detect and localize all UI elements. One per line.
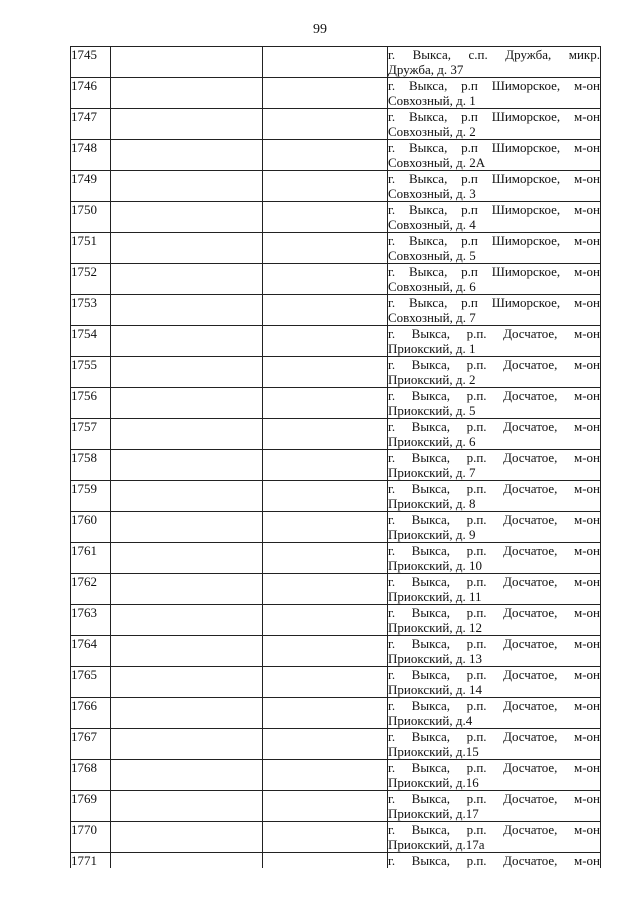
- table-row: [71, 47, 601, 78]
- address-cell: [388, 481, 601, 512]
- empty-cell-col3: [263, 450, 388, 481]
- empty-cell-col3: [263, 326, 388, 357]
- table-row: [71, 574, 601, 605]
- address-cell: [388, 419, 601, 450]
- row-number: 1748: [71, 140, 111, 171]
- empty-cell-col3: [263, 605, 388, 636]
- row-number: 1767: [71, 729, 111, 760]
- row-number: 1764: [71, 636, 111, 667]
- empty-cell-col2: [111, 543, 263, 574]
- empty-cell-col3: [263, 388, 388, 419]
- row-number: 1756: [71, 388, 111, 419]
- empty-cell-col3: [263, 357, 388, 388]
- address-line-1: г. Выкса, р.п. Досчатое, м-он: [388, 326, 600, 341]
- empty-cell-col3: [263, 78, 388, 109]
- address-line-1: г. Выкса, р.п. Досчатое, м-он: [388, 357, 600, 372]
- address-cell: [388, 574, 601, 605]
- empty-cell-col2: [111, 78, 263, 109]
- table-row: [71, 450, 601, 481]
- table-row: [71, 388, 601, 419]
- address-line-2: Приокский, д.16: [388, 775, 479, 790]
- empty-cell-col2: [111, 419, 263, 450]
- empty-cell-col2: [111, 791, 263, 822]
- address-line-1: г. Выкса, р.п. Досчатое, м-он: [388, 791, 600, 806]
- address-cell: [388, 729, 601, 760]
- address-cell: [388, 140, 601, 171]
- empty-cell-col2: [111, 512, 263, 543]
- address-line-2: Приокский, д. 13: [388, 651, 482, 666]
- table-row: [71, 605, 601, 636]
- empty-cell-col3: [263, 295, 388, 326]
- address-cell: [388, 698, 601, 729]
- empty-cell-col3: [263, 47, 388, 78]
- address-line-2: Совхозный, д. 3: [388, 186, 476, 201]
- address-line-1: г. Выкса, р.п Шиморское, м-он: [388, 78, 600, 93]
- address-line-2: Приокский, д. 1: [388, 341, 476, 356]
- row-number: 1746: [71, 78, 111, 109]
- row-number: 1749: [71, 171, 111, 202]
- empty-cell-col3: [263, 512, 388, 543]
- table-row: [71, 636, 601, 667]
- empty-cell-col3: [263, 698, 388, 729]
- address-cell: [388, 109, 601, 140]
- address-cell: [388, 822, 601, 853]
- address-cell: [388, 667, 601, 698]
- table-row: [71, 760, 601, 791]
- table-row: [71, 357, 601, 388]
- address-line-1: г. Выкса, р.п Шиморское, м-он: [388, 295, 600, 310]
- address-line-2: Приокский, д. 14: [388, 682, 482, 697]
- table-row: [71, 171, 601, 202]
- address-line-1: г. Выкса, р.п Шиморское, м-он: [388, 109, 600, 124]
- table-row: [71, 295, 601, 326]
- address-cell: [388, 47, 601, 78]
- address-line-2: Приокский, д. 5: [388, 403, 476, 418]
- row-number: 1755: [71, 357, 111, 388]
- empty-cell-col3: [263, 233, 388, 264]
- table-row: [71, 481, 601, 512]
- empty-cell-col2: [111, 388, 263, 419]
- empty-cell-col3: [263, 202, 388, 233]
- row-number: 1752: [71, 264, 111, 295]
- row-number: 1766: [71, 698, 111, 729]
- table-row: [71, 667, 601, 698]
- empty-cell-col3: [263, 822, 388, 853]
- empty-cell-col3: [263, 481, 388, 512]
- address-cell: [388, 357, 601, 388]
- address-cell: [388, 264, 601, 295]
- address-cell: [388, 171, 601, 202]
- empty-cell-col3: [263, 543, 388, 574]
- address-cell: [388, 636, 601, 667]
- address-cell: [388, 295, 601, 326]
- address-line-2: Приокский, д. 7: [388, 465, 476, 480]
- empty-cell-col2: [111, 698, 263, 729]
- empty-cell-col2: [111, 357, 263, 388]
- address-cell: [388, 853, 601, 869]
- empty-cell-col3: [263, 760, 388, 791]
- page-number: 99: [313, 22, 327, 37]
- row-number: 1768: [71, 760, 111, 791]
- address-line-2: Приокский, д. 10: [388, 558, 482, 573]
- empty-cell-col2: [111, 636, 263, 667]
- address-line-2: Совхозный, д. 2: [388, 124, 476, 139]
- address-line-2: Совхозный, д. 6: [388, 279, 476, 294]
- empty-cell-col3: [263, 729, 388, 760]
- address-line-2: Совхозный, д. 7: [388, 310, 476, 325]
- empty-cell-col2: [111, 295, 263, 326]
- table-row: [71, 853, 601, 869]
- address-line-2: Приокский, д. 9: [388, 527, 476, 542]
- table-row: [71, 791, 601, 822]
- row-number: 1769: [71, 791, 111, 822]
- row-number: 1754: [71, 326, 111, 357]
- address-line-1: г. Выкса, р.п. Досчатое, м-он: [388, 760, 600, 775]
- address-cell: [388, 326, 601, 357]
- address-line-1: г. Выкса, р.п. Досчатое, м-он: [388, 388, 600, 403]
- address-cell: [388, 791, 601, 822]
- table-row: [71, 698, 601, 729]
- address-line-2: Приокский, д. 11: [388, 589, 482, 604]
- empty-cell-col2: [111, 481, 263, 512]
- empty-cell-col3: [263, 140, 388, 171]
- address-line-1: г. Выкса, р.п Шиморское, м-он: [388, 202, 600, 217]
- address-line-1: г. Выкса, р.п. Досчатое, м-он: [388, 605, 600, 620]
- empty-cell-col2: [111, 853, 263, 869]
- address-cell: [388, 543, 601, 574]
- empty-cell-col2: [111, 140, 263, 171]
- table-row: [71, 78, 601, 109]
- empty-cell-col3: [263, 636, 388, 667]
- address-line-2: Приокский, д.4: [388, 713, 473, 728]
- row-number: 1760: [71, 512, 111, 543]
- row-number: 1771: [71, 853, 111, 869]
- address-line-2: Приокский, д. 6: [388, 434, 476, 449]
- empty-cell-col3: [263, 419, 388, 450]
- row-number: 1751: [71, 233, 111, 264]
- row-number: 1761: [71, 543, 111, 574]
- empty-cell-col2: [111, 667, 263, 698]
- address-line-2: Приокский, д.17: [388, 806, 479, 821]
- empty-cell-col3: [263, 264, 388, 295]
- address-registry-table: [70, 46, 601, 868]
- address-line-2: Совхозный, д. 5: [388, 248, 476, 263]
- empty-cell-col3: [263, 574, 388, 605]
- table-row: [71, 202, 601, 233]
- address-cell: [388, 450, 601, 481]
- empty-cell-col2: [111, 264, 263, 295]
- address-line-2: Совхозный, д. 2А: [388, 155, 486, 170]
- address-cell: [388, 202, 601, 233]
- row-number: 1750: [71, 202, 111, 233]
- row-number: 1753: [71, 295, 111, 326]
- address-line-1: г. Выкса, р.п. Досчатое, м-он: [388, 636, 600, 651]
- address-line-1: г. Выкса, р.п. Досчатое, м-он: [388, 574, 600, 589]
- table-row: [71, 233, 601, 264]
- empty-cell-col2: [111, 326, 263, 357]
- address-line-2: Приокский, д.15: [388, 744, 479, 759]
- address-line-1: г. Выкса, р.п Шиморское, м-он: [388, 264, 600, 279]
- row-number: 1763: [71, 605, 111, 636]
- empty-cell-col2: [111, 450, 263, 481]
- empty-cell-col2: [111, 760, 263, 791]
- empty-cell-col2: [111, 171, 263, 202]
- address-line-1: г. Выкса, р.п. Досчатое, м-он: [388, 729, 600, 744]
- address-line-2: Совхозный, д. 1: [388, 93, 476, 108]
- empty-cell-col3: [263, 791, 388, 822]
- address-line-1: г. Выкса, р.п. Досчатое, м-он: [388, 698, 600, 713]
- empty-cell-col2: [111, 109, 263, 140]
- table-row: [71, 822, 601, 853]
- empty-cell-col2: [111, 822, 263, 853]
- address-cell: [388, 512, 601, 543]
- row-number: 1762: [71, 574, 111, 605]
- table-row: [71, 326, 601, 357]
- address-line-1: г. Выкса, р.п. Досчатое, м-он: [388, 450, 600, 465]
- table-row: [71, 140, 601, 171]
- row-number: 1747: [71, 109, 111, 140]
- table-row: [71, 109, 601, 140]
- address-line-1: г. Выкса, р.п. Досчатое, м-он: [388, 853, 600, 868]
- address-cell: [388, 388, 601, 419]
- address-cell: [388, 78, 601, 109]
- table-row: [71, 264, 601, 295]
- empty-cell-col2: [111, 233, 263, 264]
- empty-cell-col2: [111, 47, 263, 78]
- empty-cell-col3: [263, 667, 388, 698]
- empty-cell-col3: [263, 109, 388, 140]
- row-number: 1745: [71, 47, 111, 78]
- address-line-2: Приокский, д.17а: [388, 837, 485, 852]
- address-line-2: Приокский, д. 2: [388, 372, 476, 387]
- empty-cell-col2: [111, 202, 263, 233]
- empty-cell-col3: [263, 171, 388, 202]
- address-line-1: г. Выкса, р.п Шиморское, м-он: [388, 233, 600, 248]
- address-cell: [388, 233, 601, 264]
- row-number: 1765: [71, 667, 111, 698]
- address-line-2: Приокский, д. 8: [388, 496, 476, 511]
- address-line-1: г. Выкса, р.п Шиморское, м-он: [388, 171, 600, 186]
- address-cell: [388, 760, 601, 791]
- row-number: 1770: [71, 822, 111, 853]
- address-line-1: г. Выкса, р.п. Досчатое, м-он: [388, 667, 600, 682]
- address-line-1: г. Выкса, р.п. Досчатое, м-он: [388, 481, 600, 496]
- registry-table-body: [71, 47, 601, 869]
- address-line-2: Совхозный, д. 4: [388, 217, 476, 232]
- table-row: [71, 729, 601, 760]
- empty-cell-col2: [111, 729, 263, 760]
- row-number: 1758: [71, 450, 111, 481]
- address-line-1: г. Выкса, р.п. Досчатое, м-он: [388, 822, 600, 837]
- address-line-2: Приокский, д. 12: [388, 620, 482, 635]
- empty-cell-col2: [111, 605, 263, 636]
- row-number: 1757: [71, 419, 111, 450]
- address-line-1: г. Выкса, р.п. Досчатое, м-он: [388, 543, 600, 558]
- empty-cell-col2: [111, 574, 263, 605]
- address-line-1: г. Выкса, р.п. Досчатое, м-он: [388, 512, 600, 527]
- row-number: 1759: [71, 481, 111, 512]
- empty-cell-col3: [263, 853, 388, 869]
- address-line-1: г. Выкса, р.п Шиморское, м-он: [388, 140, 600, 155]
- address-line-1: г. Выкса, р.п. Досчатое, м-он: [388, 419, 600, 434]
- table-row: [71, 512, 601, 543]
- address-line-2: Дружба, д. 37: [388, 62, 464, 77]
- table-row: [71, 543, 601, 574]
- address-line-1: г. Выкса, с.п. Дружба, микр.: [388, 47, 600, 62]
- table-row: [71, 419, 601, 450]
- address-cell: [388, 605, 601, 636]
